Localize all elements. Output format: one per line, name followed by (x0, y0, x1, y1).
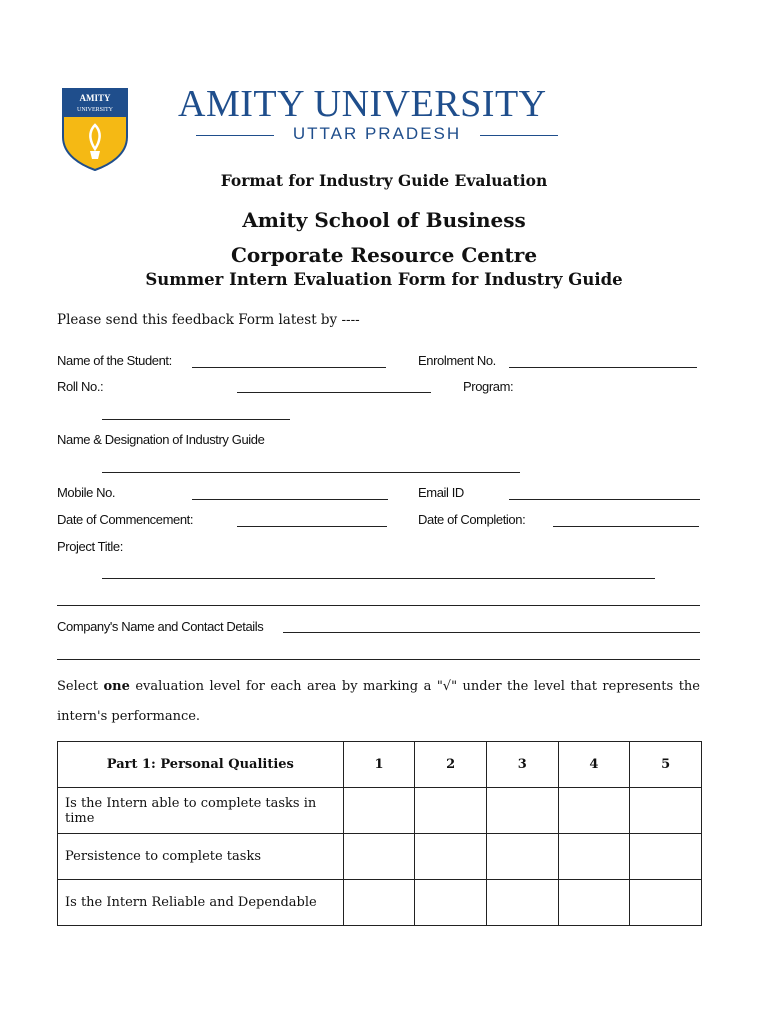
university-name: AMITY UNIVERSITY (178, 83, 547, 125)
rating-cell-3[interactable] (486, 834, 558, 880)
centre-title: Corporate Resource Centre (230, 243, 538, 267)
project-field[interactable] (102, 578, 655, 579)
rating-cell-1[interactable] (343, 880, 415, 926)
instruction-emphasis: one (103, 679, 130, 694)
project-label: Project Title: (57, 539, 123, 554)
rating-cell-1[interactable] (343, 788, 415, 834)
rating-cell-3[interactable] (486, 788, 558, 834)
university-state: UTTAR PRADESH (292, 124, 462, 143)
table-row (58, 880, 702, 926)
level-header-1: 1 (343, 742, 415, 788)
completion-label: Date of Completion: (418, 512, 526, 527)
instruction-text-2: evaluation level for each area by marking a "√" under the level that represents the intern's performance. (57, 679, 700, 724)
email-label: Email ID (418, 485, 464, 500)
rating-cell-4[interactable] (558, 834, 630, 880)
roll-label: Roll No.: (57, 379, 104, 394)
mobile-field[interactable] (192, 499, 388, 500)
rating-cell-5[interactable] (630, 788, 702, 834)
table-header-row (58, 742, 702, 788)
roll-field[interactable] (237, 392, 431, 393)
deadline-note: Please send this feedback Form latest by ---- (57, 312, 360, 328)
rating-cell-5[interactable] (630, 834, 702, 880)
rating-cell-4[interactable] (558, 880, 630, 926)
rating-cell-1[interactable] (343, 834, 415, 880)
enrolment-field[interactable] (509, 367, 697, 368)
rating-cell-4[interactable] (558, 788, 630, 834)
student-name-label: Name of the Student: (57, 353, 172, 368)
enrolment-label: Enrolment No. (418, 353, 496, 368)
table-header-section: Part 1: Personal Qualities (58, 742, 344, 788)
project-field-line-2[interactable] (57, 605, 700, 606)
guide-field[interactable] (102, 472, 520, 473)
criterion-label: Persistence to complete tasks (58, 834, 344, 880)
svg-text:AMITY: AMITY (79, 93, 111, 103)
student-name-field[interactable] (192, 367, 386, 368)
criterion-label: Is the Intern able to complete tasks in time (58, 788, 344, 834)
table-row (58, 834, 702, 880)
mobile-label: Mobile No. (57, 485, 116, 500)
rating-cell-2[interactable] (415, 880, 487, 926)
table-row (58, 788, 702, 834)
form-title: Summer Intern Evaluation Form for Industry Guide (145, 270, 623, 289)
rating-cell-3[interactable] (486, 880, 558, 926)
format-title: Format for Industry Guide Evaluation (220, 171, 548, 190)
svg-text:UNIVERSITY: UNIVERSITY (77, 107, 113, 113)
university-state-banner (196, 124, 558, 146)
company-field-line-2[interactable] (57, 659, 700, 660)
criterion-label: Is the Intern Reliable and Dependable (58, 880, 344, 926)
guide-label: Name & Designation of Industry Guide (57, 432, 265, 447)
rating-cell-2[interactable] (415, 788, 487, 834)
program-field[interactable] (102, 419, 290, 420)
instructions (57, 672, 700, 732)
level-header-5: 5 (630, 742, 702, 788)
company-label: Company's Name and Contact Details (57, 619, 264, 634)
commencement-label: Date of Commencement: (57, 512, 194, 527)
level-header-2: 2 (415, 742, 487, 788)
rating-cell-5[interactable] (630, 880, 702, 926)
instruction-text-1: Select (57, 679, 104, 694)
rating-cell-2[interactable] (415, 834, 487, 880)
university-crest-icon (61, 87, 129, 171)
evaluation-table (57, 741, 702, 926)
program-label: Program: (463, 379, 514, 394)
email-field[interactable] (509, 499, 700, 500)
level-header-4: 4 (558, 742, 630, 788)
company-field[interactable] (283, 632, 700, 633)
level-header-3: 3 (486, 742, 558, 788)
commencement-field[interactable] (237, 526, 387, 527)
completion-field[interactable] (553, 526, 699, 527)
school-title: Amity School of Business (242, 208, 526, 232)
